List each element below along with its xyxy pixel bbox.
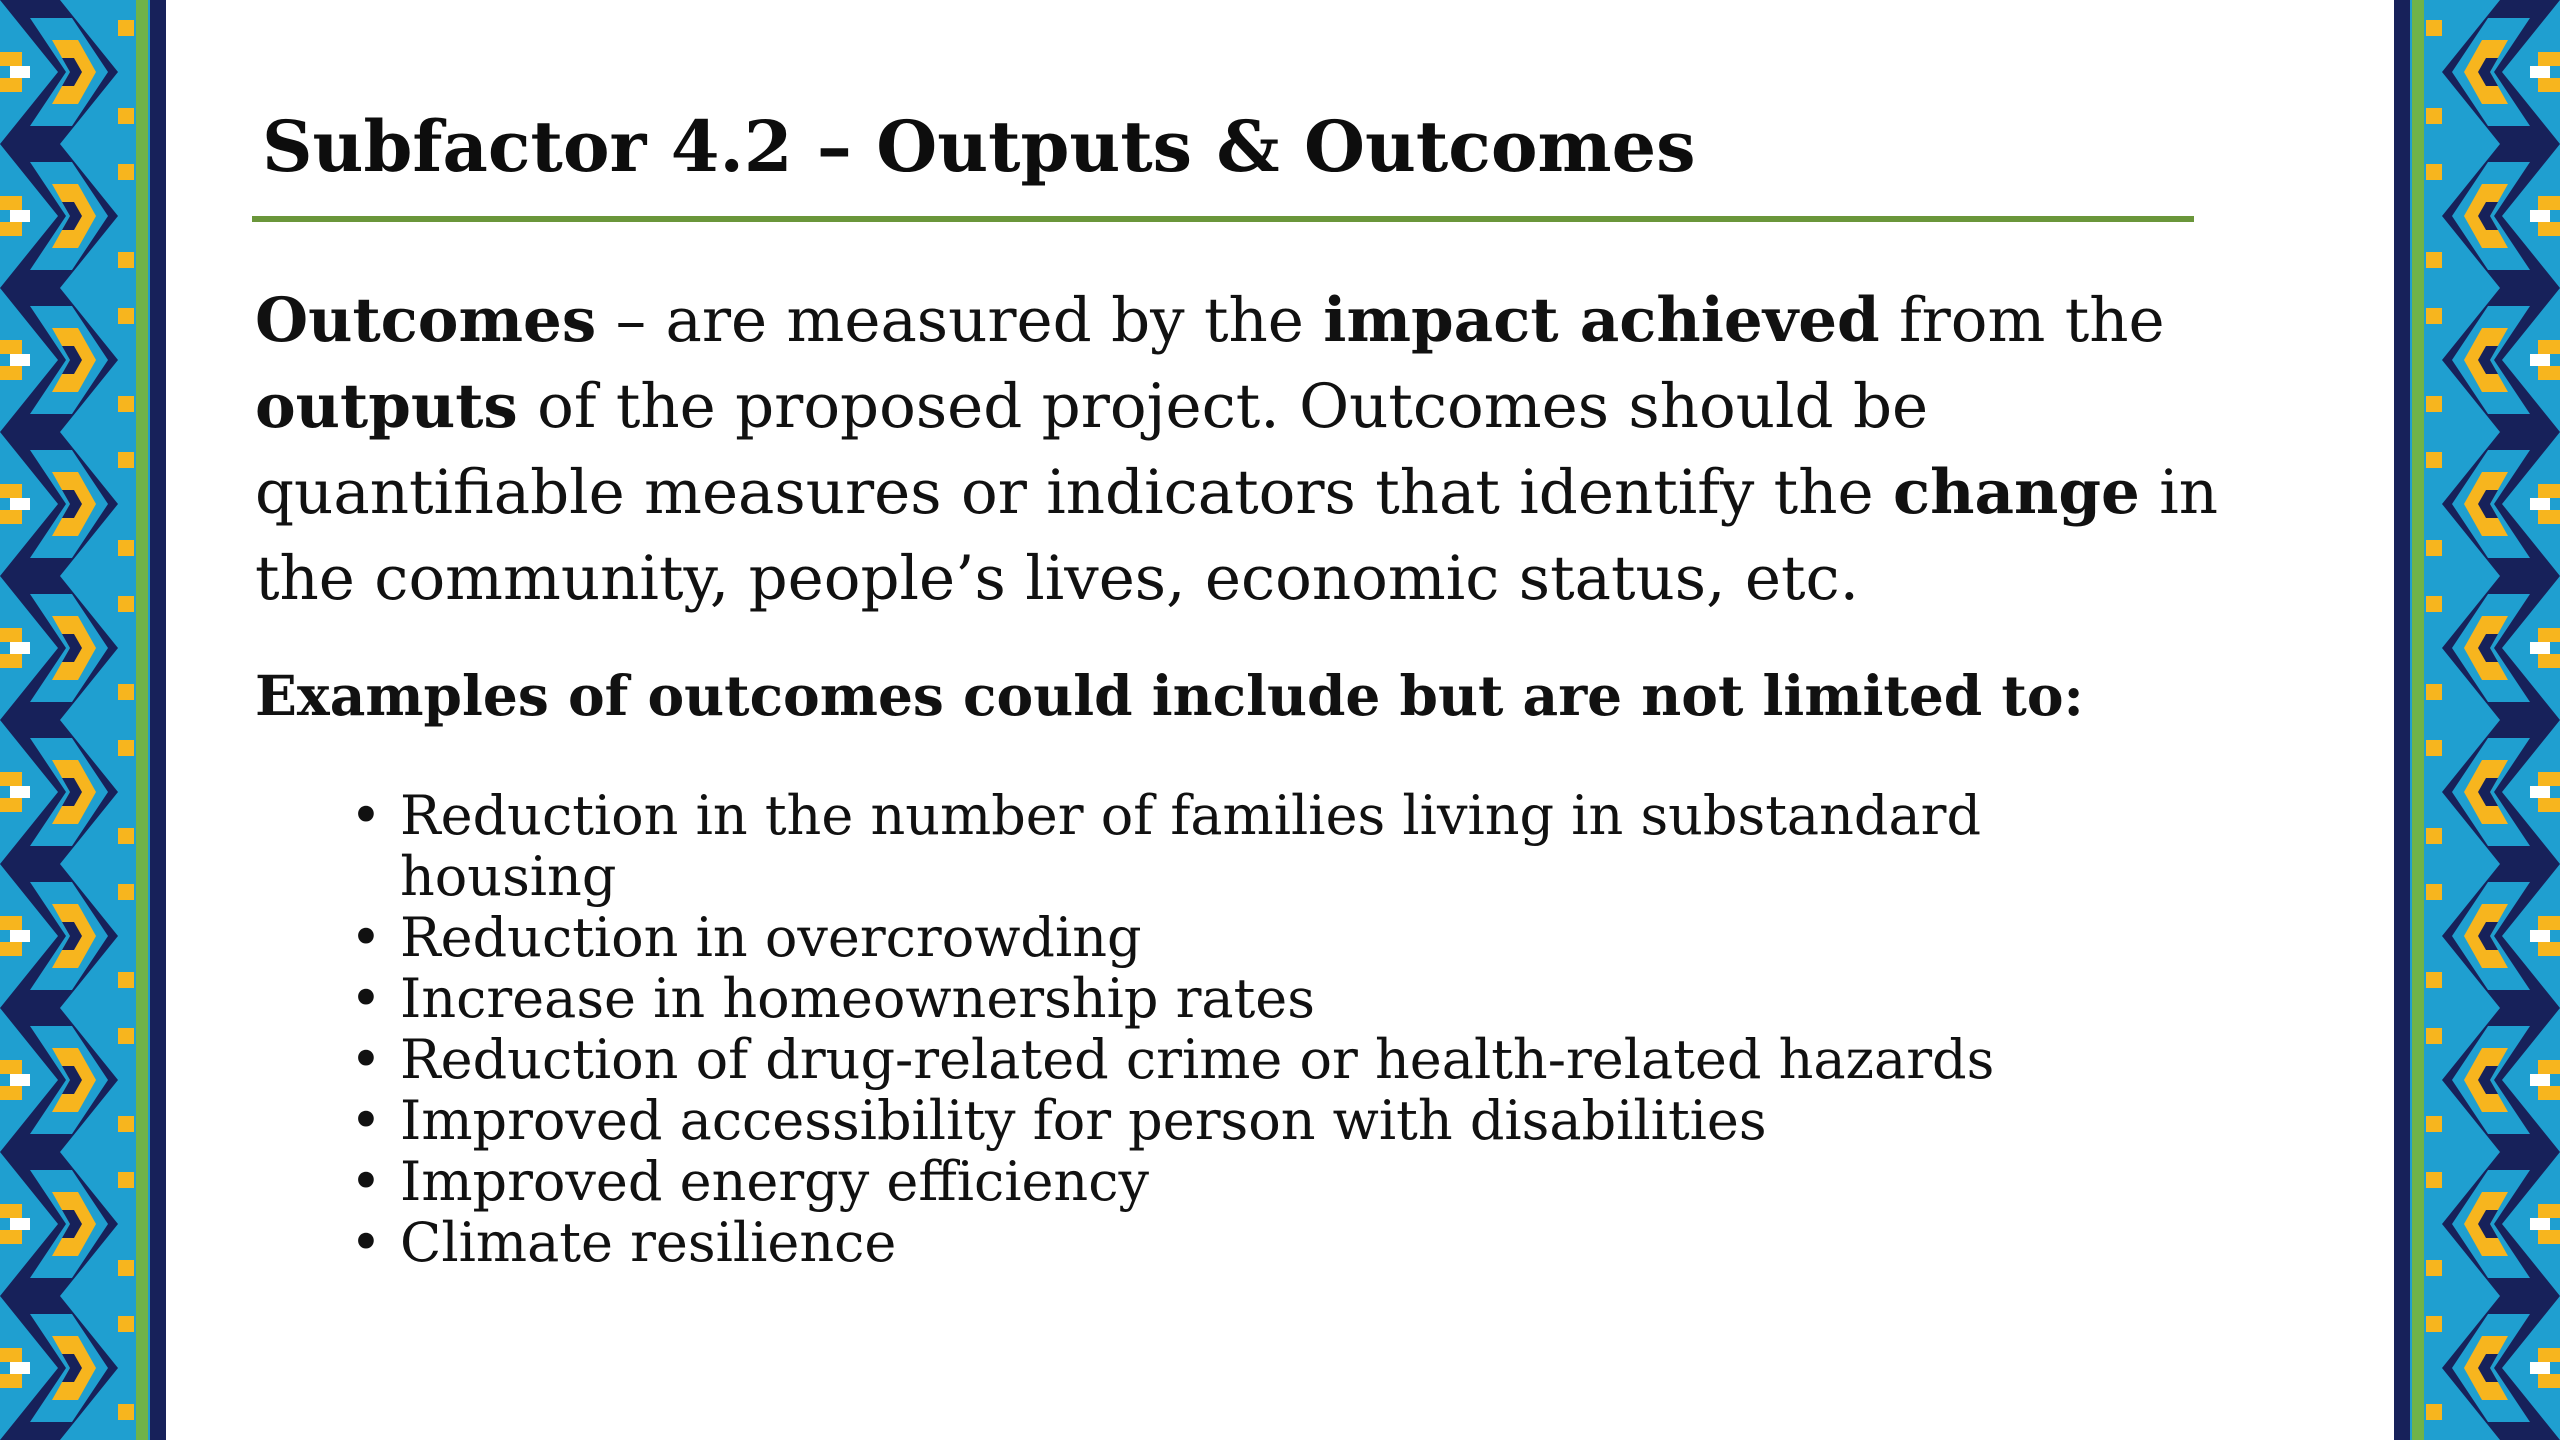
term-change: change (1892, 457, 2140, 528)
paragraph-text: of the proposed project. Outcomes should be (517, 371, 1929, 442)
outcomes-definition-paragraph (255, 278, 2219, 622)
list-item-text (400, 1151, 1994, 1212)
list-item-line: Increase in homeownership rates (400, 967, 1315, 1030)
outcome-examples-list (350, 785, 1994, 1273)
list-item-line: Climate resilience (400, 1211, 897, 1274)
bullet-icon: • (350, 1028, 382, 1091)
list-item (350, 968, 1994, 1029)
left-decorative-border (0, 0, 166, 1440)
paragraph-text: – are measured by the (596, 285, 1324, 356)
list-item-text (400, 907, 1994, 968)
list-item-line: Reduction in overcrowding (400, 906, 1142, 969)
bullet-icon: • (350, 1211, 382, 1274)
term-outcomes: Outcomes (255, 285, 597, 356)
list-item-text (400, 1090, 1994, 1151)
bullet-icon: • (350, 906, 382, 969)
list-item (350, 1212, 1994, 1273)
list-item (350, 907, 1994, 968)
paragraph-text: quantifiable measures or indicators that identify the (255, 457, 1893, 528)
paragraph-line-4: the community, people’s lives, economic status, etc. (255, 543, 1860, 614)
bullet-icon: • (350, 1150, 382, 1213)
tribal-pattern-left (0, 0, 166, 1440)
list-item-line: Reduction in the number of families living in substandard (400, 784, 1982, 847)
list-item (350, 1029, 1994, 1090)
examples-subheading: Examples of outcomes could include but are not limited to: (255, 663, 2084, 728)
list-item-text (400, 1212, 1994, 1273)
list-item-line: Improved accessibility for person with disabilities (400, 1089, 1767, 1152)
tribal-pattern-right (2394, 0, 2560, 1440)
paragraph-line-3 (255, 450, 2219, 536)
bullet-icon: • (350, 1089, 382, 1152)
right-decorative-border (2394, 0, 2560, 1440)
list-item-line: Improved energy efficiency (400, 1150, 1149, 1213)
paragraph-line-2 (255, 364, 2205, 450)
list-item-text (400, 785, 1994, 907)
term-impact-achieved: impact achieved (1323, 285, 1880, 356)
bullet-icon: • (350, 967, 382, 1030)
title-underline-rule (252, 216, 2194, 222)
list-item-text (400, 968, 1994, 1029)
term-outputs: outputs (255, 371, 518, 442)
bullet-icon: • (350, 784, 382, 847)
paragraph-text: in (2139, 457, 2219, 528)
list-item (350, 785, 1994, 907)
list-item-line: Reduction of drug-related crime or health-related hazards (400, 1028, 1995, 1091)
slide-title: Subfactor 4.2 – Outputs & Outcomes (262, 105, 1696, 188)
list-item-text (400, 1029, 1994, 1090)
paragraph-text: from the (1879, 285, 2165, 356)
list-item (350, 1151, 1994, 1212)
list-item-line: housing (400, 845, 617, 908)
paragraph-line-1 (255, 278, 2205, 364)
list-item (350, 1090, 1994, 1151)
